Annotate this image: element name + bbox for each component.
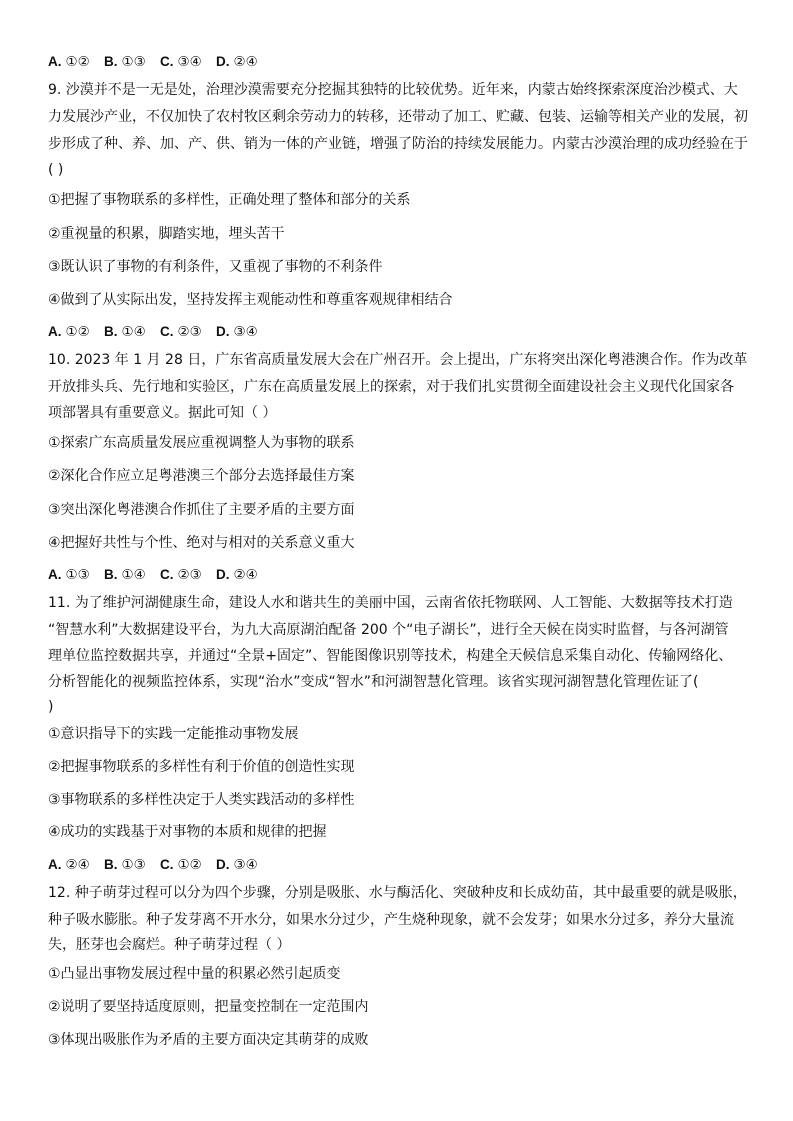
q11-stem-line: “智慧水利”大数据建设平台，为九大高原湖泊配备 200 个“电子湖长”，进行全天候在岗实时监督，与各河湖管 bbox=[48, 622, 729, 638]
options-row-top: A. ①② B. ①③ C. ③④ D. ②④ bbox=[48, 54, 258, 70]
q11-options: A. ②④ B. ①③ C. ①② D. ③④ bbox=[48, 857, 258, 873]
q10-statement: ②深化合作应立足粤港澳三个部分去选择最佳方案 bbox=[48, 468, 355, 484]
q12-statement: ②说明了要坚持适度原则，把量变控制在一定范围内 bbox=[48, 999, 369, 1015]
q9-statement: ④做到了从实际出发，坚持发挥主观能动性和尊重客观规律相结合 bbox=[48, 292, 453, 308]
q11-stem-line: 理单位监控数据共享，并通过“全景+固定”、智能图像识别等技术，构建全天候信息采集自动化、传输网络化、 bbox=[48, 648, 733, 664]
q11-statement: ②把握事物联系的多样性有利于价值的创造性实现 bbox=[48, 759, 355, 775]
q9-options: A. ①② B. ①④ C. ②③ D. ③④ bbox=[48, 324, 258, 340]
q11-stem-line: 11. 为了维护河湖健康生命，建设人水和谐共生的美丽中国，云南省依托物联网、人工智能、大数据等技术打造 bbox=[48, 595, 733, 611]
q9-statement: ②重视量的积累，脚踏实地，埋头苦干 bbox=[48, 226, 285, 242]
q10-statement: ③突出深化粤港澳合作抓住了主要矛盾的主要方面 bbox=[48, 502, 355, 518]
q10-stem-line: 项部署具有重要意义。据此可知（ ） bbox=[48, 405, 277, 421]
q10-statement: ④把握好共性与个性、绝对与相对的关系意义重大 bbox=[48, 535, 355, 551]
q10-stem-line: 开放排头兵、先行地和实验区，广东在高质量发展上的探索，对于我们扎实贯彻全面建设社会主义现代化国家各 bbox=[48, 379, 734, 395]
q9-answer-blank: ( ) bbox=[48, 162, 64, 178]
q12-statement: ③体现出吸胀作为矛盾的主要方面决定其萌芽的成败 bbox=[48, 1032, 369, 1048]
q9-statement: ③既认识了事物的有利条件，又重视了事物的不利条件 bbox=[48, 259, 383, 275]
q10-stem-line: 10. 2023 年 1 月 28 日，广东省高质量发展大会在广州召开。会上提出，广东将突出深化粤港澳合作。作为改革 bbox=[48, 352, 748, 368]
q9-stem-line: 步形成了种、养、加、产、供、销为一体的产业链，增强了防治的持续发展能力。内蒙古沙漠治理的成功经验在于 bbox=[48, 136, 748, 152]
q9-stem-line: 9. 沙漠并不是一无是处，治理沙漠需要充分挖掘其独特的比较优势。近年来，内蒙古始终探索深度治沙模式、大 bbox=[48, 82, 738, 98]
q10-statement: ①探索广东高质量发展应重视调整人为事物的联系 bbox=[48, 435, 355, 451]
q9-stem-line: 力发展沙产业，不仅加快了农村牧区剩余劳动力的转移，还带动了加工、贮藏、包装、运输等相关产业的发展，初 bbox=[48, 109, 748, 125]
q12-stem-line: 失，胚芽也会腐烂。种子萌芽过程（ ） bbox=[48, 937, 291, 953]
q12-stem-line: 种子吸水膨胀。种子发芽离不开水分，如果水分过少，产生烧种现象，就不会发芽；如果水分过多，养分大量流 bbox=[48, 912, 734, 928]
q12-stem-line: 12. 种子萌芽过程可以分为四个步骤，分别是吸胀、水与酶活化、突破种皮和长成幼苗，其中最重要的就是吸胀， bbox=[48, 885, 747, 901]
q11-statement: ④成功的实践基于对事物的本质和规律的把握 bbox=[48, 824, 327, 840]
q11-statement: ①意识指导下的实践一定能推动事物发展 bbox=[48, 726, 299, 742]
q9-statement: ①把握了事物联系的多样性，正确处理了整体和部分的关系 bbox=[48, 192, 411, 208]
q12-statement: ①凸显出事物发展过程中量的积累必然引起质变 bbox=[48, 966, 341, 982]
q11-answer-blank: ) bbox=[48, 699, 54, 715]
q10-options: A. ①③ B. ①④ C. ②③ D. ②④ bbox=[48, 567, 258, 583]
q11-stem-line: 分析智能化的视频监控体系，实现“治水”变成“智水”和河湖智慧化管理。该省实现河湖智慧化管理佐证了( bbox=[48, 674, 699, 690]
q11-statement: ③事物联系的多样性决定于人类实践活动的多样性 bbox=[48, 792, 355, 808]
